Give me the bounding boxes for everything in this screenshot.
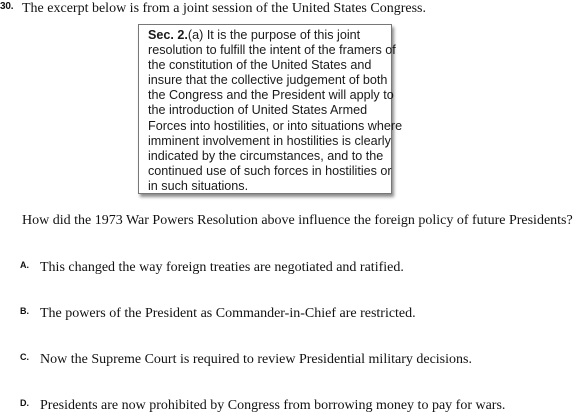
excerpt-line: the Congress and the President will apply to [148,88,394,103]
choice-letter: B. [20,306,29,316]
choice-letter: A. [20,260,29,270]
excerpt-line: Forces into hostilities, or into situations where [148,118,403,133]
choice-text: The powers of the President as Commander-in-Chief are restricted. [40,306,416,321]
excerpt-line: resolution to fulfill the intent of the framers of [148,43,396,58]
section-label: Sec. 2. [148,28,188,42]
excerpt-line: imminent involvement in hostilities is clearly [148,133,391,148]
excerpt-line: the introduction of United States Armed [148,103,368,118]
question-prompt: How did the 1973 War Powers Resolution above influence the foreign policy of future Presidents? [22,213,573,228]
choice-letter: C. [20,352,29,362]
question-intro: The excerpt below is from a joint session of the United States Congress. [22,1,426,16]
excerpt-first-line: (a) It is the purpose of this joint [187,28,361,42]
excerpt-line: in such situations. [148,178,249,193]
excerpt-line [148,28,385,43]
choice-letter: D. [20,398,29,408]
question-number: 30. [0,1,14,12]
choice-text: Now the Supreme Court is required to review Presidential military decisions. [40,352,472,367]
excerpt-line: continued use of such forces in hostilities or [148,163,392,178]
excerpt-box [138,24,403,194]
excerpt-line: the constitution of the United States and [148,58,372,73]
choice-text: Presidents are now prohibited by Congress from borrowing money to pay for wars. [40,398,506,413]
excerpt-line: indicated by the circumstances, and to the [148,148,384,163]
excerpt-line: insure that the collective judgement of both [148,73,388,88]
choice-text: This changed the way foreign treaties are negotiated and ratified. [40,260,404,275]
